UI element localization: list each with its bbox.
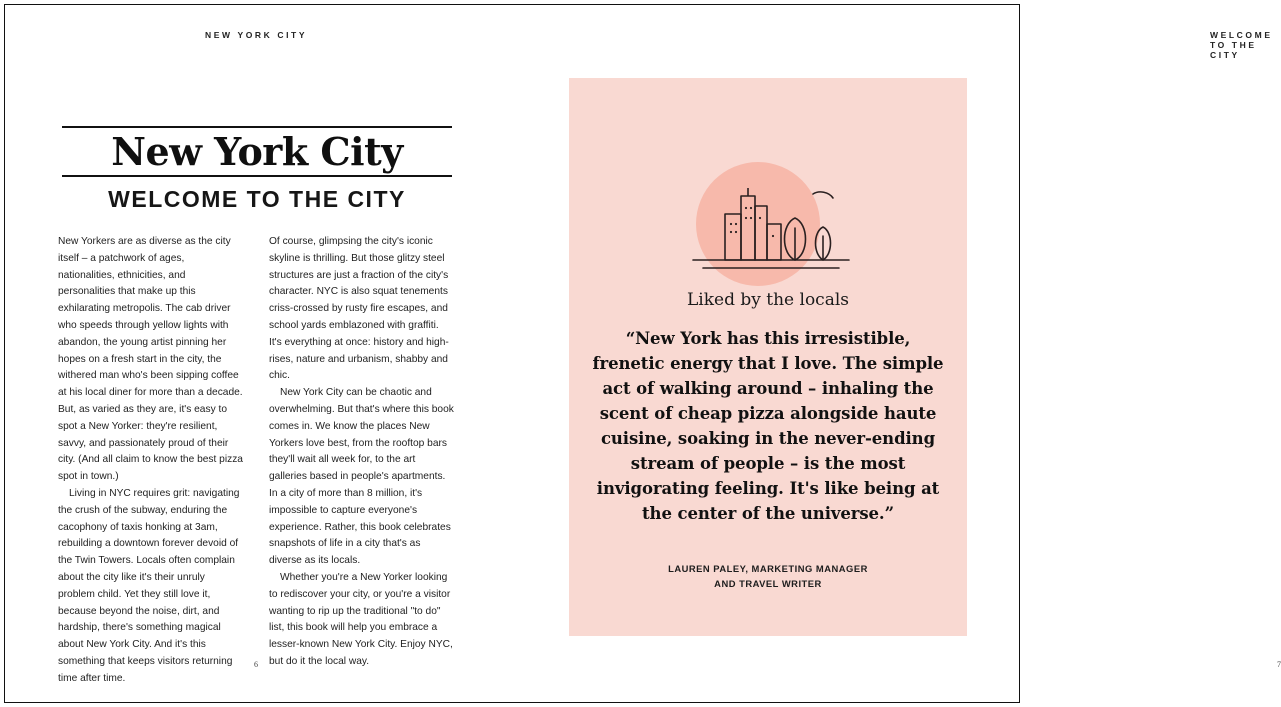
pull-quote: “New York has this irresistible, frenetic energy that I love. The simple act of walking around – inhaling the scent of cheap pizza alongside haute cuisine, soaking in the never-ending stream of people – is the most invigorating feeling. It's like being at the center of the universe.”	[592, 329, 944, 523]
paragraph: New Yorkers are as diverse as the city itself – a patchwork of ages, nationalities, ethnicities, and personalities that make up this exhilarating metropolis. The cab driver who speeds through yellow lights with abandon, the young artist pinning her hopes on a fresh start in the city, the withered man who's been sipping coffee at his local diner for more than a decade. But, as varied as they are, it's easy to spot a New Yorker: they're resilient, savvy, and passionately proud of their city. (And all claim to know the best pizza spot in town.)	[58, 236, 243, 483]
page-number-left: 6	[254, 660, 258, 669]
page-subtitle: WELCOME TO THE CITY	[108, 185, 406, 212]
running-head-right: WELCOME TO THE CITY	[1210, 30, 1273, 60]
page-title: New York City	[111, 129, 403, 174]
quote-attribution	[609, 561, 927, 591]
paragraph: Of course, glimpsing the city's iconic skyline is thrilling. But those glitzy steel structures are just a fraction of the city's character. NYC is also squat tenements criss-crossed by rusty fire escapes, and school yards emblazoned with graffiti. It's everything at once: history and high-rises, nature and urbanism, shabby and chic.	[269, 236, 449, 382]
paragraph: Whether you're a New Yorker looking to rediscover your city, or you're a visitor wanting to rip up the traditional "to do" list, this book will help you embrace a lesser-known New York City. Enjoy NYC, but do it the local way.	[269, 571, 453, 667]
title-rule-bottom	[62, 175, 452, 177]
attribution-line-one: LAUREN PALEY, MARKETING MANAGER	[668, 563, 868, 574]
title-rule-top	[62, 126, 452, 128]
quote-heading: Liked by the locals	[687, 290, 849, 310]
running-head-left: NEW YORK CITY	[205, 30, 308, 40]
body-column-two	[269, 234, 454, 688]
left-page	[0, 0, 512, 707]
title-block	[62, 126, 452, 213]
page-number-right: 7	[1277, 660, 1281, 669]
body-columns	[58, 234, 454, 688]
city-skyline-illustration	[663, 132, 873, 302]
quote-panel	[569, 78, 967, 636]
attribution-line-two: AND TRAVEL WRITER	[714, 578, 822, 589]
paragraph: Living in NYC requires grit: navigating the crush of the subway, enduring the cacophony of taxis honking at 3am, rebuilding a downtown forever devoid of the Twin Towers. Locals often complain about the city like it's their unruly problem child. Yet they still love it, because beyond the noise, dirt, and hardship, there's something magical about New York City. And it's this something that keeps visitors returning time after time.	[58, 487, 240, 684]
paragraph: New York City can be chaotic and overwhelming. But that's where this book comes in. We know the places New Yorkers love best, from the rooftop bars they'll wait all week for, to the art galleries based in people's apartments. In a city of more than 8 million, it's impossible to capture everyone's experience. Rather, this book celebrates snapshots of life in a city that's as diverse as its locals.	[269, 387, 454, 567]
body-column-one	[58, 234, 243, 688]
right-page	[512, 0, 1281, 707]
